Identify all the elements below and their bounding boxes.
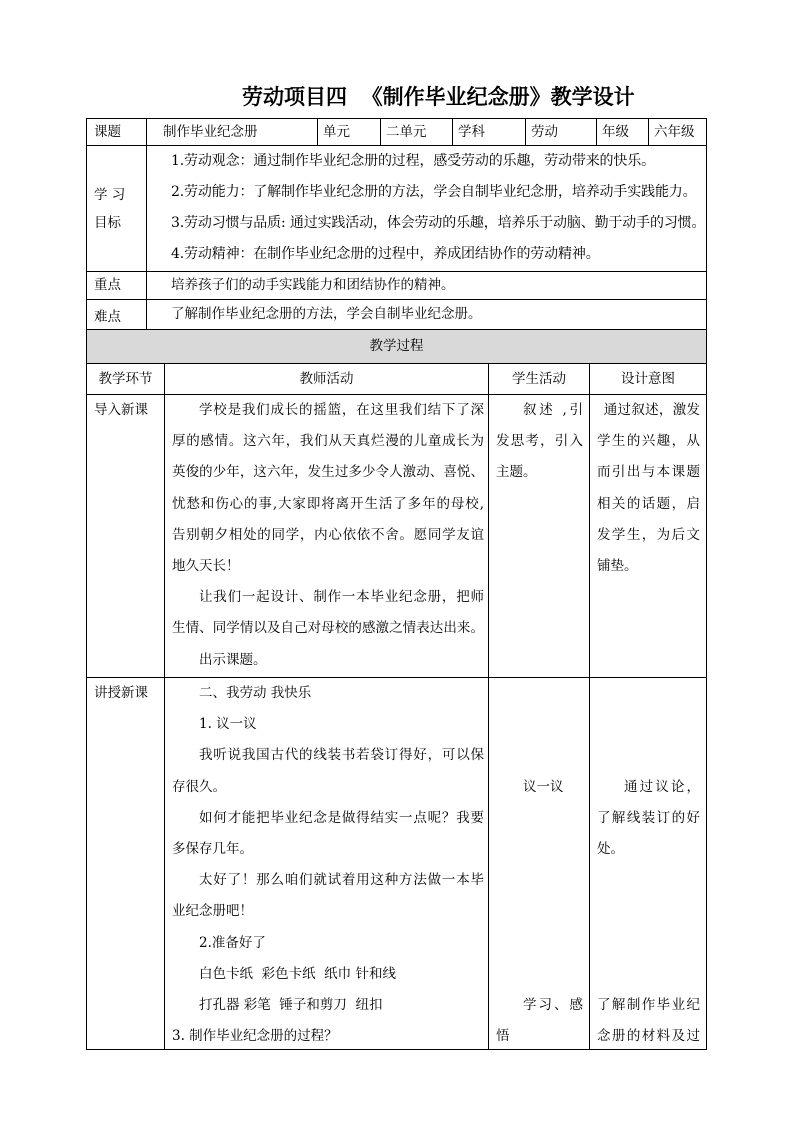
intent-line: 念册的材料及过	[597, 1028, 700, 1045]
student-line: 叙述 ,引	[523, 402, 583, 418]
teacher-line: 存很久。	[172, 778, 226, 795]
intent-line: 处。	[597, 840, 624, 857]
teacher-line: 业纪念册吧！	[172, 903, 253, 920]
teacher-cell-intro	[165, 395, 489, 678]
student-line: 学习、感	[523, 996, 583, 1013]
intent-line: 而引出与本课题	[597, 464, 700, 481]
intent-cell-intro	[590, 395, 707, 678]
stage-label: 讲授新课	[94, 685, 148, 701]
header-student: 学生活动	[489, 364, 590, 395]
stage-cell-intro	[87, 395, 165, 678]
stage-label: 导入新课	[94, 402, 148, 418]
teacher-cell-lecture	[165, 678, 489, 1050]
teacher-line: 太好了！那么咱们就试着用这种方法做一本毕	[199, 872, 484, 889]
intent-cell-lecture	[590, 678, 707, 1050]
teacher-line: 二、我劳动 我快乐	[199, 685, 312, 701]
objective-item: 3.劳动习惯与品质: 通过实践活动，体会劳动的乐趣，培养乐于动脑、勤于动手的习惯。	[171, 215, 706, 231]
subject-value: 劳动	[526, 119, 597, 146]
intent-line: 学生的兴趣，从	[597, 433, 700, 450]
objectives-list	[147, 146, 707, 272]
teacher-line: 1. 议一议	[199, 716, 257, 733]
unit-label: 单元	[318, 119, 381, 146]
grade-label: 年级	[597, 119, 649, 146]
teacher-line: 生情、同学情以及自己对母校的感激之情表达出来。	[172, 620, 484, 637]
difficulty-label: 难点	[87, 300, 147, 330]
intent-line: 铺垫。	[597, 557, 638, 574]
teacher-line: 白色卡纸 彩色卡纸 纸巾 针和线	[199, 965, 396, 982]
objectives-label-line: 目标	[94, 214, 121, 231]
key-point-label: 重点	[87, 272, 147, 300]
stage-cell-lecture	[87, 678, 165, 1050]
teacher-line: 3. 制作毕业纪念册的过程？	[172, 1028, 338, 1045]
intent-line: 发学生，为后文	[597, 526, 700, 543]
teacher-line: 学校是我们成长的摇篮，在这里我们结下了深	[199, 402, 484, 418]
teacher-line: 地久天长！	[172, 557, 240, 574]
topic-value: 制作毕业纪念册	[147, 119, 318, 146]
teacher-line: 出示课题。	[199, 651, 267, 668]
teacher-line: 如何才能把毕业纪念是做得结实一点呢？我要	[199, 809, 484, 826]
intent-line: 了解制作毕业纪	[597, 996, 700, 1013]
objective-item: 1.劳动观念：通过制作毕业纪念册的过程，感受劳动的乐趣，劳动带来的快乐。	[171, 153, 655, 169]
intent-line: 相关的话题，启	[597, 495, 700, 512]
objectives-label-line: 学 习	[94, 186, 126, 203]
objective-item: 4.劳动精神：在制作毕业纪念册的过程中，养成团结协作的劳动精神。	[171, 246, 600, 262]
process-section-title: 教学过程	[87, 330, 707, 364]
student-line: 议一议	[523, 778, 564, 795]
header-stage: 教学环节	[87, 364, 165, 395]
header-intent: 设计意图	[590, 364, 707, 395]
intent-line: 了解线装订的好	[597, 809, 700, 826]
teacher-line: 我听说我国古代的线装书若袋订得好，可以保	[199, 747, 484, 764]
teacher-line: 厚的感情。这六年，我们从天真烂漫的儿童成长为	[172, 433, 484, 450]
unit-value: 二单元	[381, 119, 453, 146]
topic-label: 课题	[87, 119, 147, 146]
teaching-process-table	[86, 330, 707, 1050]
lesson-info-table	[86, 118, 707, 330]
teacher-line: 打孔器 彩笔 锤子和剪刀 纽扣	[199, 996, 383, 1013]
header-teacher: 教师活动	[165, 364, 489, 395]
subject-label: 学科	[453, 119, 526, 146]
grade-value: 六年级	[649, 119, 707, 146]
student-line: 主题。	[496, 464, 537, 481]
teacher-line: 2.准备好了	[199, 934, 266, 951]
intent-line: 通过议论，	[624, 778, 700, 795]
key-point-text: 培养孩子们的动手实践能力和团结协作的精神。	[147, 272, 707, 300]
student-cell-intro	[489, 395, 590, 678]
student-line: 悟	[496, 1028, 510, 1045]
teacher-line: 多保存几年。	[172, 840, 253, 857]
teacher-line: 让我们一起设计、制作一本毕业纪念册，把师	[199, 589, 484, 606]
teacher-line: 英俊的少年，这六年，发生过多少令人激动、喜悦、	[172, 464, 484, 481]
document-title: 劳动项目四 《制作毕业纪念册》教学设计	[242, 84, 635, 109]
objective-item: 2.劳动能力：了解制作毕业纪念册的方法，学会自制毕业纪念册，培养动手实践能力。	[171, 184, 697, 200]
difficulty-text: 了解制作毕业纪念册的方法，学会自制毕业纪念册。	[147, 300, 707, 330]
intent-line: 通过叙述，激发	[603, 402, 700, 418]
student-cell-lecture	[489, 678, 590, 1050]
teacher-line: 忧愁和伤心的事,大家即将离开生活了多年的母校,	[172, 495, 484, 512]
objectives-label	[87, 146, 147, 272]
teacher-line: 告别朝夕相处的同学，内心依依不舍。愿同学友谊	[172, 526, 484, 543]
student-line: 发思考，引入	[496, 433, 583, 450]
